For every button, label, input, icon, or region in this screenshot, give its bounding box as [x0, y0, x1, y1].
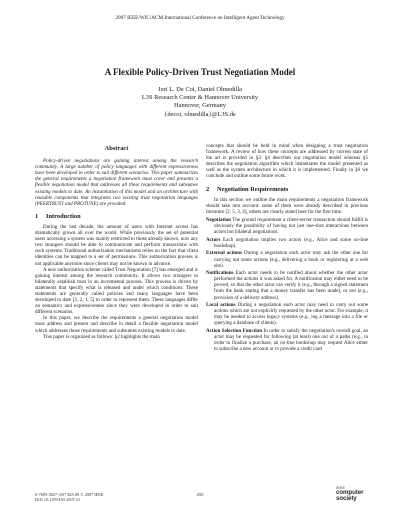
requirement-text: Each actor needs to be notified about whether the other actor performed the actions it was asked for. A notification may either need to be proved, so that the other actor can verify it (e.g., through a signed statement from the bank stating that a money transfer has been made), or not (e.g., provision of a delivery address).: [214, 270, 368, 301]
requirement-term: Notifications: [206, 270, 234, 277]
city-country: Hannover, Germany: [174, 102, 226, 110]
requirement-term: Action Selection Function: [206, 328, 263, 335]
requirement-item: [206, 302, 368, 326]
section-number: 2: [206, 185, 210, 193]
requirement-item: [206, 250, 368, 268]
author-names: Juri L. De Coi, Daniel Olmedilla: [158, 86, 242, 93]
section-number: 1: [35, 212, 39, 220]
intro-paragraph: A new authorization scheme called Trust Negotiation [7] has emerged and is gaining interest among the research community. It allows two strangers to bilaterally establish trust in an incremental process. This process is driven by statements that specify what is released and under which conditions. These statements are generally called policies and many languages have been developed to date [3, 2, 1, 5] in order to represent them. These languages differ on semantics and expressiveness since they were developed in order to suit different scenarios.: [35, 266, 198, 316]
right-column: [206, 143, 368, 354]
affiliation: L3S Research Center & Hannover University: [141, 94, 259, 102]
intro-continuation: concepts that should be held in mind when designing a trust negotiation framework. A review of how these concepts are addressed by current state of the art is provided in §3. §4 describes our negotiation model whereas §5 describes the negotiation algorithm which instantiates the model presented as well as the system architecture in which it is implemented. Finally in §6 we conclude and outline some future work.: [206, 143, 368, 180]
requirement-term: Local actions: [206, 302, 236, 309]
requirements-intro: In this section we outline the main requirements a negotiation framework should take into account: some of them were already described in previous literature [2, 5, 3, 4], others are clearly stated here for the first time.: [206, 196, 368, 215]
requirement-text: In order to satisfy the negotiation's overall goal, an actor may be requested for following (at least) one out of n paths (e.g., in order to finalize a purchase, an on-line bookshop may request Alice either to subscribe a new account or to provide a credit card: [214, 328, 369, 353]
requirement-text: During a negotiation each actor may need to carry out some actions which are not explicitly requested by the other actor. For example, it may be needed to access legacy systems (e.g., log a message into a file or querying a database of clients).: [214, 302, 368, 327]
logo-word-computer: computer: [336, 489, 364, 496]
footer-doi: DOI 10.1109/IAT.2007.21: [35, 497, 81, 503]
ieee-computer-society-logo: [336, 485, 370, 505]
abstract-body: Policy-driven negotiations are gaining interest among the research community. A large number of policy languages with different expressiveness have been developed in order to suit different scenarios. This paper summarizes the general requirements a negotiation framework must cover and presents a flexible negotiation model that addresses all these requirements and subsumes existing models to date. An instantiation of this model and an architecture with reusable components that integrates two existing trust negotiation languages (PEERTRUST and PROTUNE) are provided.: [35, 158, 198, 207]
requirement-text: The ground requirement a client-server transaction should fulfill is obviously the possibility of having not just one-shot interactions between actors but bilateral negotiations.: [214, 216, 369, 236]
intro-paragraph: During the last decade, the amount of users with Internet access has dramatically grown all over the world. While previously the set of potential users accessing a system was mainly restricted to those already known, now any two strangers should be able to communicate and perform transactions with such systems. Traditional authorization mechanisms relies on the fact that client identities can be mapped to a set of permissions. This authorization process is not applicable anymore since clients may not be known in advance.: [35, 223, 198, 267]
intro-paragraph: This paper is organized as follows: §2 highlights the main: [43, 333, 160, 340]
requirement-item: [206, 217, 368, 235]
requirement-text: During a negotiation each actor may ask the other one for carrying out some actions (e.g., delivering a book or registering at a web site).: [214, 250, 368, 269]
paper-title: A Flexible Policy-Driven Trust Negotiation Model: [104, 67, 296, 77]
page-number: 450: [196, 492, 204, 497]
requirement-term: Negotiation: [206, 216, 231, 223]
logo-word-society: society: [336, 494, 357, 502]
intro-paragraph: In this paper, we describe the requirements a general negotiation model must address and present and describe in detail a flexible negotiation model which addresses those requirements and subsumes existing models to date.: [35, 315, 198, 334]
left-column: [35, 146, 198, 340]
requirement-text: Each negotiation implies two actors (e.g., Alice and some on-line bookshop).: [214, 236, 368, 249]
logo-line-ieee: IEEE: [336, 485, 346, 490]
author-email: {decoi, olmedilla}@L3S.de: [164, 110, 236, 118]
requirement-term: External actions: [206, 250, 242, 257]
logo-line-computer-society: [336, 490, 363, 501]
requirement-item: [206, 237, 368, 249]
section-heading-introduction: [35, 214, 198, 220]
section-title: Negotiation Requirements: [217, 185, 289, 193]
requirement-item: [206, 328, 368, 352]
section-title: Introduction: [46, 212, 81, 220]
footer-isbn: 0-7695-3027-3/07 $25.00 © 2007 IEEE: [35, 492, 104, 497]
section-heading-requirements: [206, 187, 368, 193]
requirement-item: [206, 270, 368, 300]
abstract-heading: Abstract: [104, 145, 129, 152]
conference-running-header: 2007 IEEE/WIC/ACM International Conference on Intelligent Agent Technology: [115, 15, 285, 21]
requirement-term: Actors: [206, 236, 221, 243]
author-block: [0, 86, 400, 119]
